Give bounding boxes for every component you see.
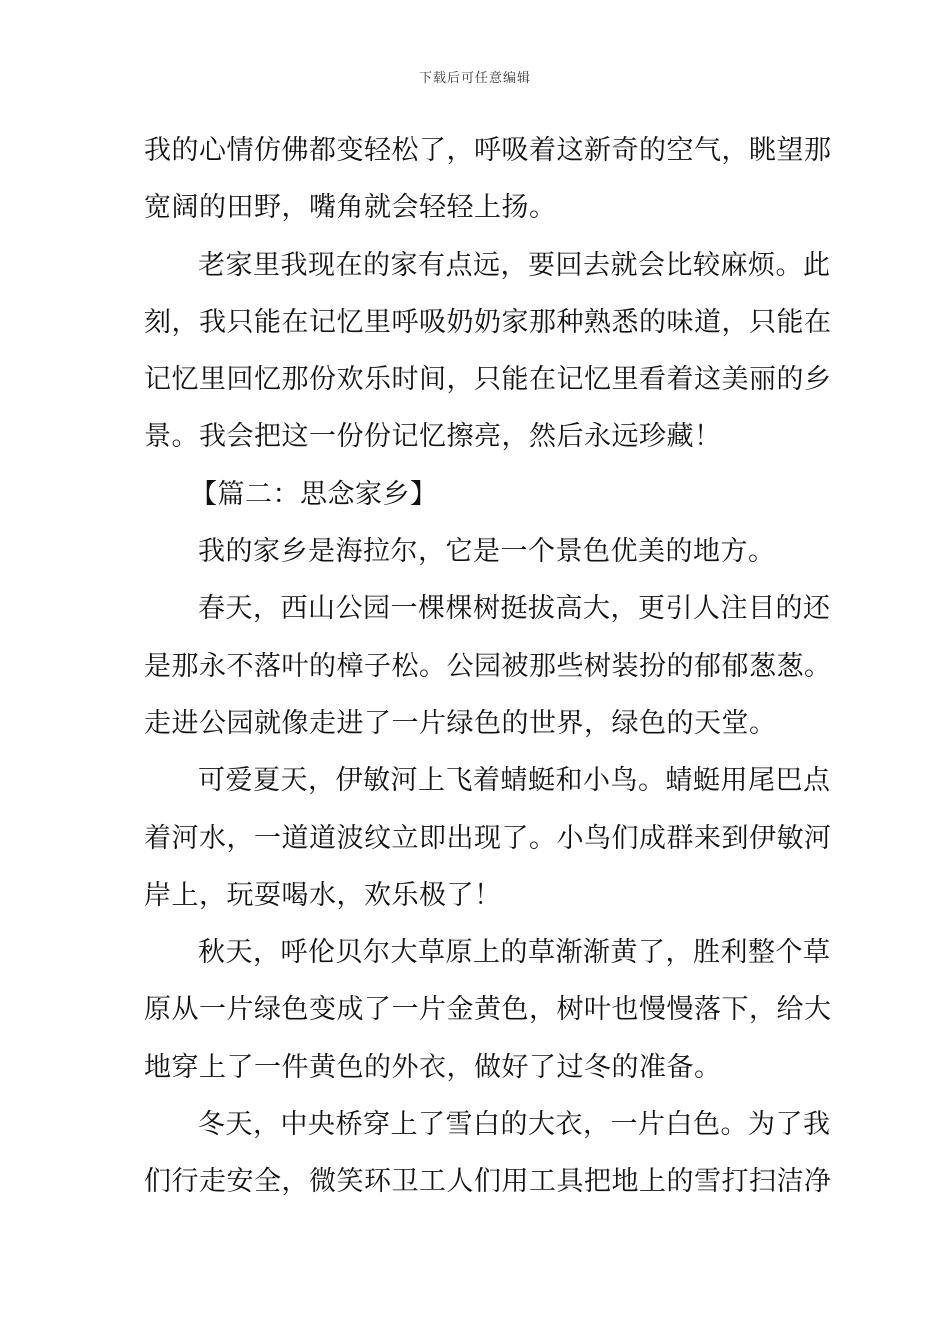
text-line: 春天，西山公园一棵棵树挺拔高大，更引人注目的还 — [198, 593, 831, 625]
text-line: 冬天，中央桥穿上了雪白的大衣，一片白色。为了我 — [198, 1109, 831, 1141]
text-line: 们行走安全，微笑环卫工人们用工具把地上的雪打扫洁净 — [144, 1166, 832, 1198]
page-header: 下载后可任意编辑 — [418, 71, 531, 86]
text-line: 原从一片绿色变成了一片金黄色，树叶也慢慢落下，给大 — [144, 994, 832, 1026]
text-line: 宽阔的田野，嘴角就会轻轻上扬。 — [144, 192, 557, 224]
body-text — [144, 122, 832, 1211]
text-line: 走进公园就像走进了一片绿色的世界，绿色的天堂。 — [144, 707, 777, 739]
text-line: 记忆里回忆那份欢乐时间，只能在记忆里看着这美丽的乡 — [144, 364, 832, 396]
text-line: 我的心情仿佛都变轻松了，呼吸着这新奇的空气，眺望那 — [144, 135, 832, 166]
text-line: 景。我会把这一份份记忆擦亮，然后永远珍藏！ — [144, 421, 722, 453]
text-line: 地穿上了一件黄色的外衣，做好了过冬的准备。 — [144, 1051, 722, 1083]
text-line: 老家里我现在的家有点远，要回去就会比较麻烦。此 — [198, 249, 831, 281]
text-line: 岸上，玩耍喝水，欢乐极了！ — [144, 879, 502, 911]
text-line: 我的家乡是海拉尔，它是一个景色优美的地方。 — [198, 536, 776, 568]
text-line: 着河水，一道道波纹立即出现了。小鸟们成群来到伊敏河 — [144, 822, 832, 854]
text-line: 刻，我只能在记忆里呼吸奶奶家那种熟悉的味道，只能在 — [144, 306, 832, 338]
section-heading: 【篇二：思念家乡】 — [190, 478, 438, 510]
text-line: 可爱夏天，伊敏河上飞着蜻蜓和小鸟。蜻蜓用尾巴点 — [198, 765, 831, 797]
text-line: 是那永不落叶的樟子松。公园被那些树装扮的郁郁葱葱。 — [144, 650, 832, 682]
text-line: 秋天，呼伦贝尔大草原上的草渐渐黄了，胜利整个草 — [198, 937, 831, 969]
